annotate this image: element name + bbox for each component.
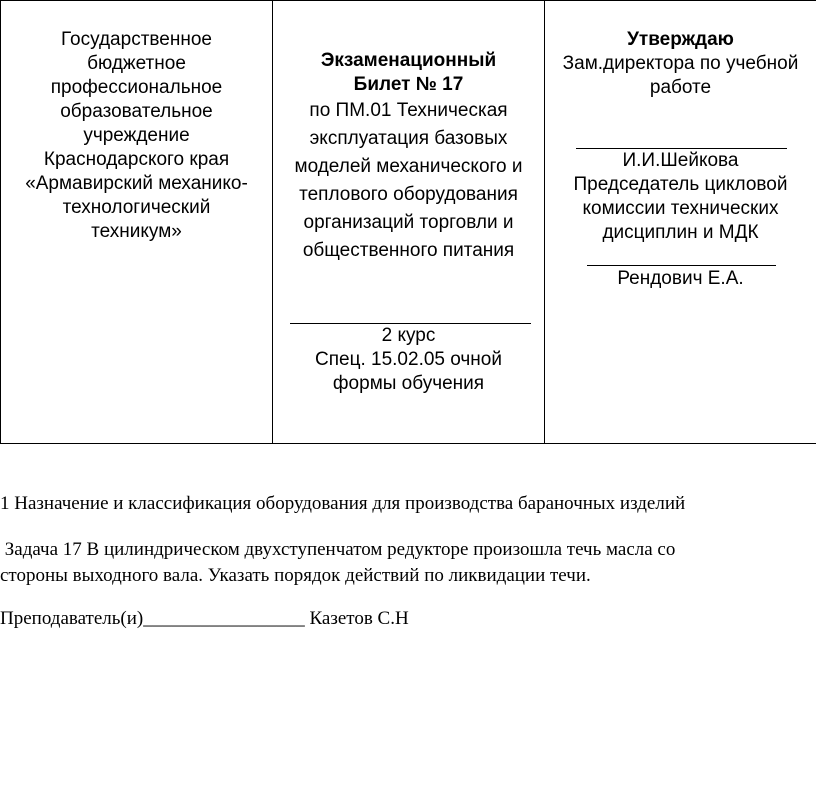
subject-line: по ПМ.01 Техническая <box>309 100 508 121</box>
organization-name <box>11 28 262 244</box>
signature-line-chair <box>587 265 776 266</box>
chair-line: Председатель цикловой <box>573 174 788 195</box>
org-line: образовательное <box>60 101 213 122</box>
subject-line: моделей механического и <box>294 156 523 177</box>
ticket-subject <box>279 97 538 265</box>
ticket-title-line1: Экзаменационный <box>320 50 497 71</box>
org-line: Краснодарского края <box>43 149 230 170</box>
chair-line: дисциплин и МДК <box>602 222 759 243</box>
org-line: профессиональное <box>50 77 223 98</box>
organization-cell <box>1 1 273 444</box>
ticket-title-line2: Билет № 17 <box>353 74 464 95</box>
ticket-cell <box>273 1 545 444</box>
task-line: Задача 17 В цилиндрическом двухступенчатом редукторе произошла течь масла со <box>0 539 676 560</box>
ticket-course-info <box>279 324 538 396</box>
role-line: Зам.директора по учебной <box>562 53 799 74</box>
chair-line: И.И.Шейкова <box>622 150 739 171</box>
task-17 <box>0 537 675 589</box>
approval-chair <box>551 149 810 245</box>
org-line: бюджетное <box>87 53 186 74</box>
course-line: 2 курс <box>381 325 436 346</box>
org-line: «Армавирский механико- <box>25 173 248 194</box>
ticket-title <box>279 49 538 97</box>
teacher-signature-line: Преподаватель(и)_________________ Казетов С.Н <box>0 608 409 629</box>
org-line: техникум» <box>91 221 182 242</box>
subject-line: организаций торговли и <box>303 212 514 233</box>
org-line: Государственное <box>61 29 212 50</box>
task-line: стороны выходного вала. Указать порядок действий по ликвидации течи. <box>0 565 591 586</box>
role-line: работе <box>649 77 712 98</box>
org-line: технологический <box>62 197 211 218</box>
subject-line: теплового оборудования <box>299 184 518 205</box>
subject-line: эксплуатация базовых <box>309 128 508 149</box>
chair-line: комиссии технических <box>582 198 779 219</box>
approval-signatory: Рендович Е.А. <box>617 268 744 289</box>
course-line: формы обучения <box>332 373 485 394</box>
subject-line: общественного питания <box>302 240 515 261</box>
org-line: учреждение <box>83 125 190 146</box>
approval-title: Утверждаю <box>627 29 734 50</box>
approval-cell <box>545 1 816 444</box>
approval-role <box>551 52 810 100</box>
course-line: Спец. 15.02.05 очной <box>315 349 502 370</box>
question-1: 1 Назначение и классификация оборудования для производства бараночных изделий <box>0 493 686 514</box>
